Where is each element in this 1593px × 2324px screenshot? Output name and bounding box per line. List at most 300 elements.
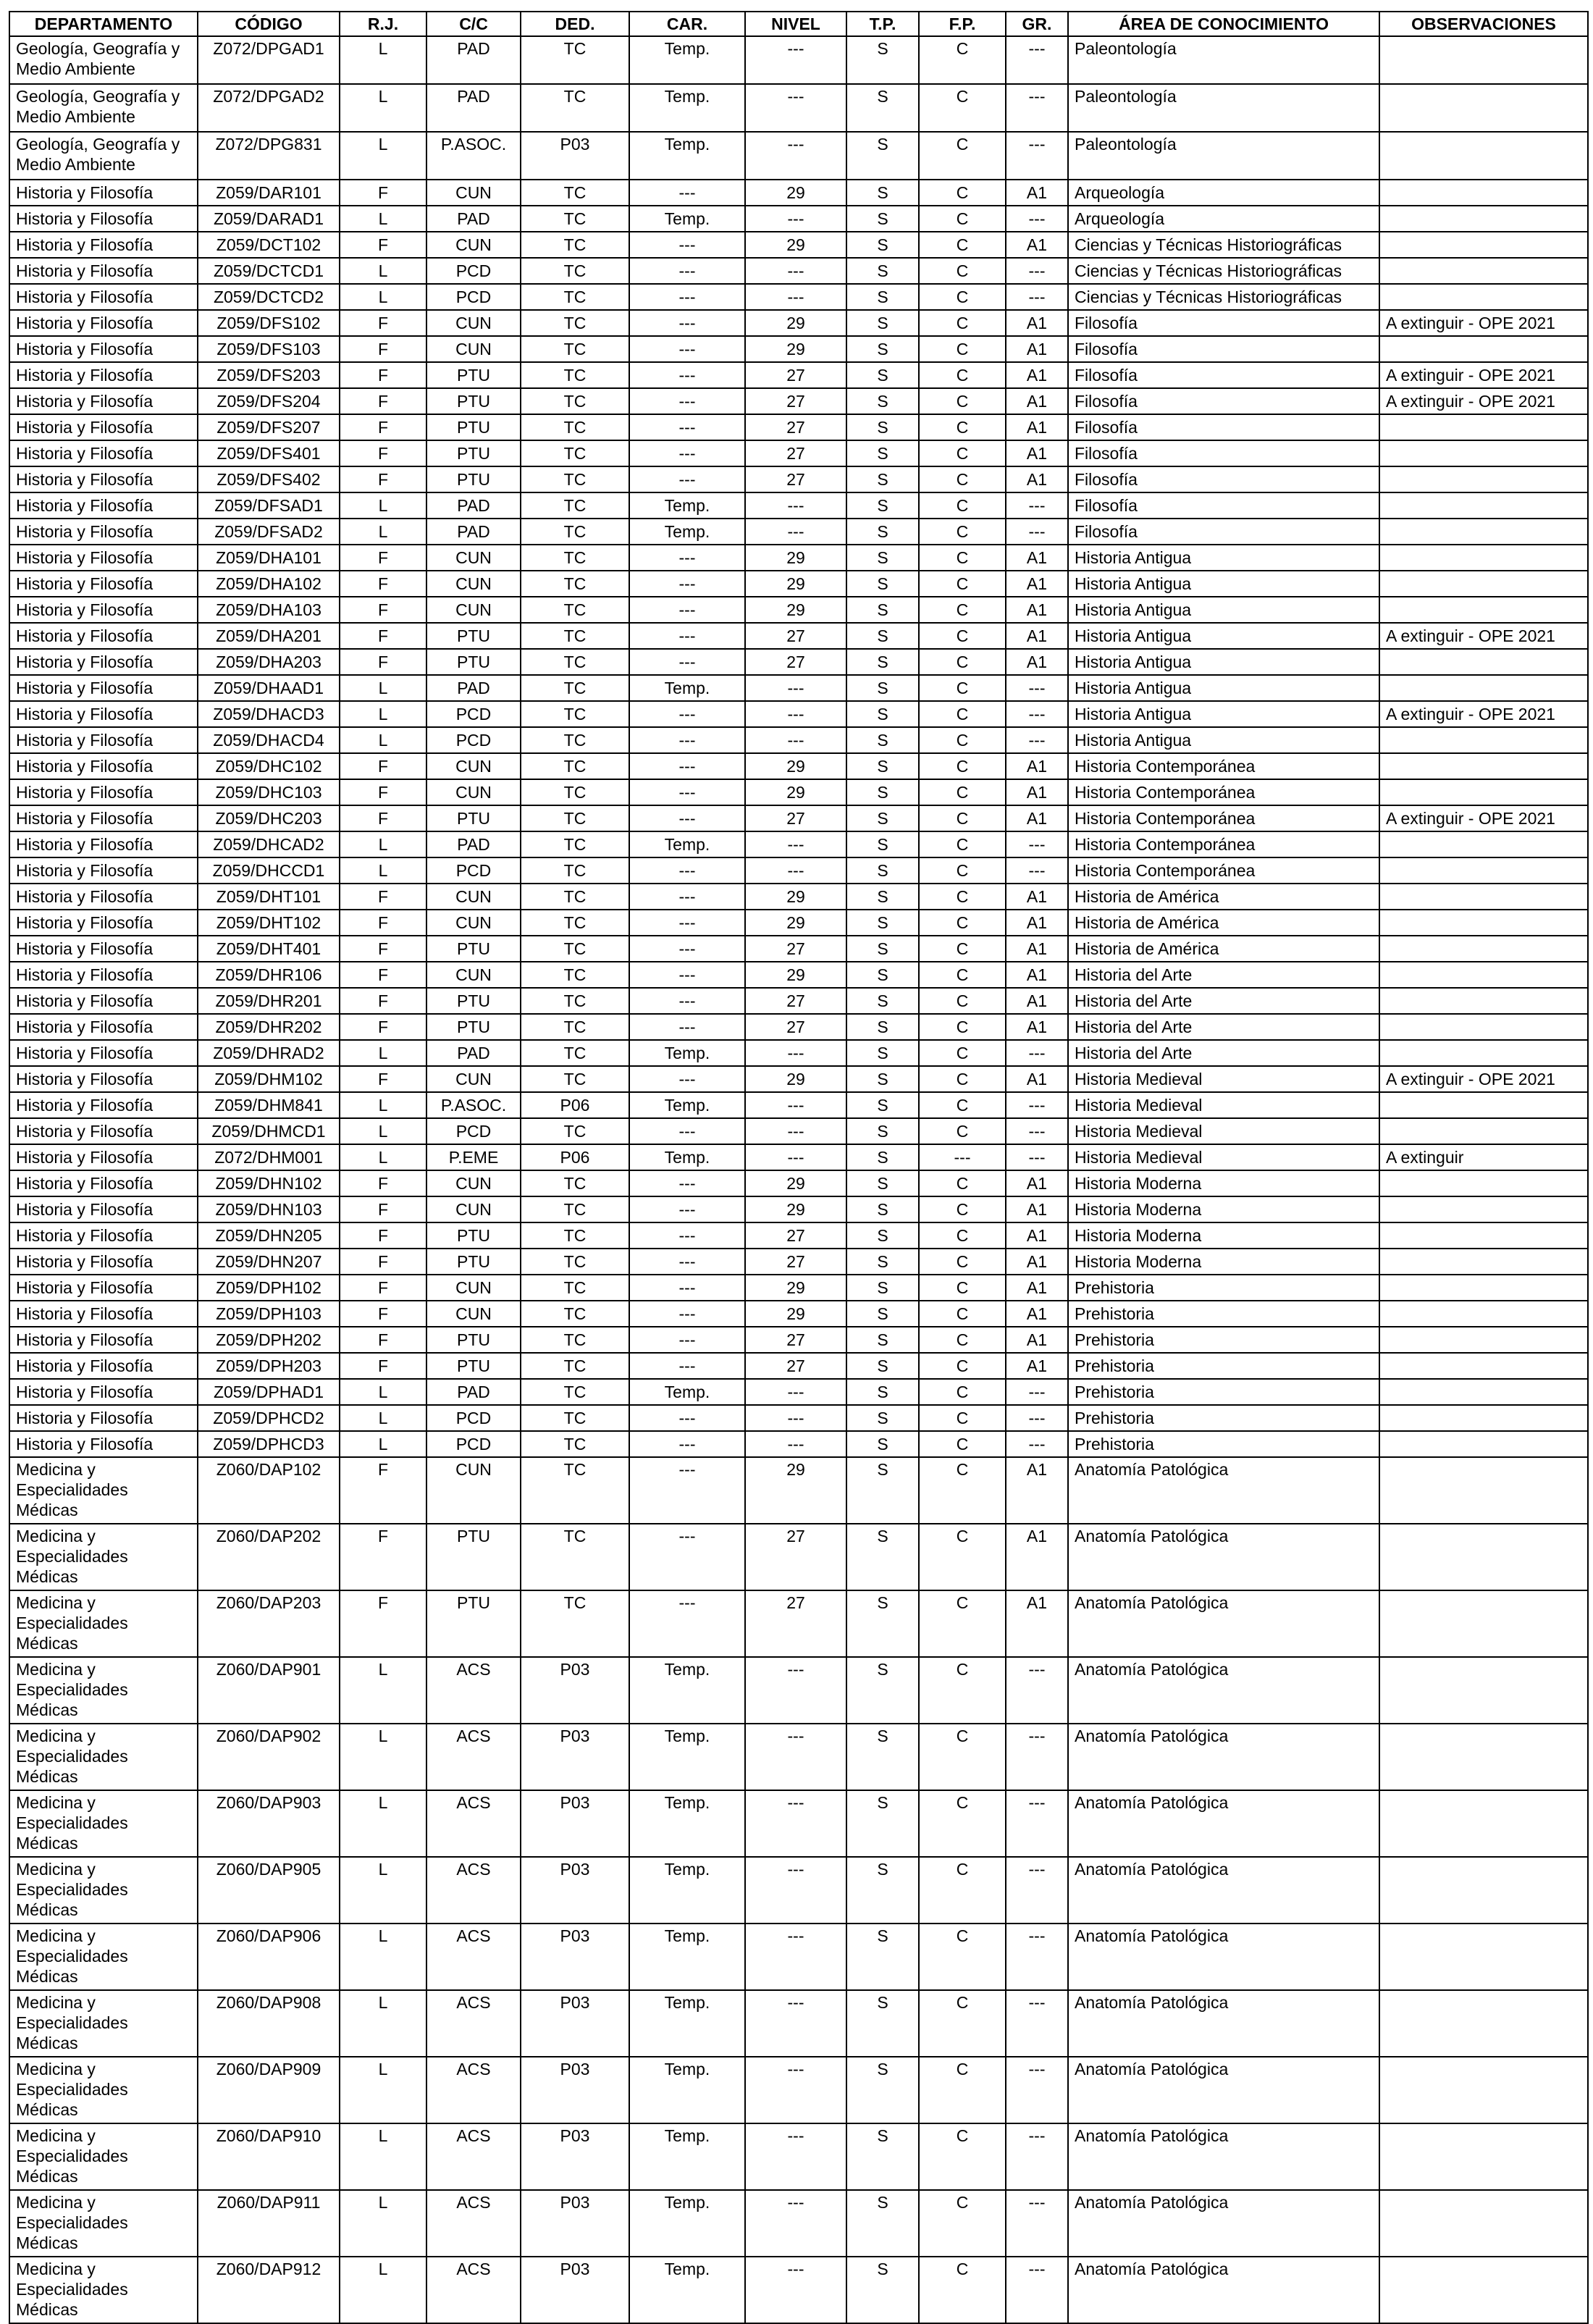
table-row	[9, 1327, 1588, 1353]
header-car: CAR.	[629, 12, 745, 36]
cell-tp: S	[846, 884, 919, 910]
cell-ded: TC	[521, 701, 629, 727]
cell-ded: TC	[521, 1457, 629, 1524]
cell-gr: ---	[1006, 857, 1068, 884]
cell-observaciones	[1379, 1857, 1588, 1924]
cell-area: Historia Antigua	[1068, 701, 1379, 727]
cell-rj: F	[340, 597, 426, 623]
table-row	[9, 1249, 1588, 1275]
cell-area: Historia Medieval	[1068, 1144, 1379, 1170]
cell-observaciones	[1379, 1431, 1588, 1457]
cell-cc: CUN	[426, 545, 521, 571]
cell-ded: TC	[521, 988, 629, 1014]
cell-codigo: Z059/DHA201	[198, 623, 340, 649]
cell-tp: S	[846, 675, 919, 701]
cell-fp: C	[919, 336, 1006, 362]
cell-tp: S	[846, 388, 919, 414]
cell-nivel: 29	[745, 1196, 846, 1222]
cell-car: ---	[629, 988, 745, 1014]
cell-departamento: Historia y Filosofía	[9, 545, 198, 571]
cell-area: Historia Moderna	[1068, 1196, 1379, 1222]
cell-tp: S	[846, 857, 919, 884]
table-row	[9, 1990, 1588, 2057]
cell-departamento: Medicina y Especialidades Médicas	[9, 1524, 198, 1590]
cell-codigo: Z060/DAP903	[198, 1790, 340, 1857]
cell-car: Temp.	[629, 36, 745, 84]
cell-tp: S	[846, 1857, 919, 1924]
cell-gr: ---	[1006, 519, 1068, 545]
cell-car: ---	[629, 232, 745, 258]
cell-nivel: 29	[745, 884, 846, 910]
cell-gr: ---	[1006, 1990, 1068, 2057]
table-row	[9, 597, 1588, 623]
cell-fp: C	[919, 1790, 1006, 1857]
cell-gr: A1	[1006, 753, 1068, 779]
cell-tp: S	[846, 1092, 919, 1118]
table-row	[9, 1457, 1588, 1524]
cell-car: Temp.	[629, 1657, 745, 1724]
cell-gr: A1	[1006, 466, 1068, 492]
cell-rj: F	[340, 1590, 426, 1657]
cell-rj: L	[340, 1405, 426, 1431]
cell-nivel: 29	[745, 571, 846, 597]
cell-gr: A1	[1006, 779, 1068, 805]
cell-area: Historia Antigua	[1068, 545, 1379, 571]
cell-area: Prehistoria	[1068, 1379, 1379, 1405]
cell-cc: ACS	[426, 1990, 521, 2057]
cell-departamento: Historia y Filosofía	[9, 1431, 198, 1457]
cell-area: Prehistoria	[1068, 1405, 1379, 1431]
cell-fp: C	[919, 1724, 1006, 1790]
cell-cc: PCD	[426, 1405, 521, 1431]
cell-area: Prehistoria	[1068, 1301, 1379, 1327]
cell-fp: C	[919, 519, 1006, 545]
cell-nivel: ---	[745, 1857, 846, 1924]
cell-fp: C	[919, 36, 1006, 84]
cell-codigo: Z060/DAP202	[198, 1524, 340, 1590]
cell-area: Prehistoria	[1068, 1327, 1379, 1353]
cell-fp: C	[919, 1249, 1006, 1275]
cell-nivel: 29	[745, 779, 846, 805]
cell-ded: TC	[521, 440, 629, 466]
cell-car: Temp.	[629, 84, 745, 132]
cell-codigo: Z060/DAP902	[198, 1724, 340, 1790]
cell-ded: TC	[521, 884, 629, 910]
cell-ded: TC	[521, 779, 629, 805]
cell-tp: S	[846, 84, 919, 132]
cell-gr: A1	[1006, 414, 1068, 440]
cell-ded: P03	[521, 2257, 629, 2323]
cell-ded: TC	[521, 727, 629, 753]
cell-rj: F	[340, 779, 426, 805]
cell-area: Anatomía Patológica	[1068, 1724, 1379, 1790]
cell-departamento: Historia y Filosofía	[9, 206, 198, 232]
cell-car: Temp.	[629, 2190, 745, 2257]
cell-codigo: Z060/DAP909	[198, 2057, 340, 2123]
cell-cc: ACS	[426, 2057, 521, 2123]
cell-rj: L	[340, 1040, 426, 1066]
cell-ded: TC	[521, 1014, 629, 1040]
cell-ded: TC	[521, 805, 629, 831]
cell-area: Historia del Arte	[1068, 988, 1379, 1014]
cell-ded: TC	[521, 1066, 629, 1092]
cell-cc: PTU	[426, 414, 521, 440]
table-row	[9, 1657, 1588, 1724]
cell-codigo: Z059/DFS103	[198, 336, 340, 362]
cell-fp: C	[919, 2123, 1006, 2190]
cell-fp: C	[919, 1657, 1006, 1724]
cell-ded: P03	[521, 1924, 629, 1990]
cell-codigo: Z059/DHAAD1	[198, 675, 340, 701]
cell-tp: S	[846, 1327, 919, 1353]
cell-cc: CUN	[426, 1170, 521, 1196]
cell-departamento: Historia y Filosofía	[9, 779, 198, 805]
cell-nivel: 27	[745, 1327, 846, 1353]
cell-gr: ---	[1006, 1857, 1068, 1924]
cell-observaciones	[1379, 1040, 1588, 1066]
cell-observaciones	[1379, 519, 1588, 545]
cell-departamento: Historia y Filosofía	[9, 414, 198, 440]
table-row	[9, 1170, 1588, 1196]
cell-departamento: Historia y Filosofía	[9, 597, 198, 623]
cell-fp: C	[919, 675, 1006, 701]
cell-rj: F	[340, 440, 426, 466]
cell-tp: S	[846, 779, 919, 805]
cell-rj: L	[340, 1724, 426, 1790]
cell-nivel: ---	[745, 258, 846, 284]
cell-tp: S	[846, 936, 919, 962]
cell-cc: PTU	[426, 623, 521, 649]
cell-nivel: ---	[745, 1379, 846, 1405]
cell-observaciones	[1379, 910, 1588, 936]
cell-car: Temp.	[629, 1092, 745, 1118]
cell-tp: S	[846, 727, 919, 753]
cell-gr: ---	[1006, 1092, 1068, 1118]
cell-ded: P03	[521, 132, 629, 180]
cell-codigo: Z059/DFS401	[198, 440, 340, 466]
cell-rj: F	[340, 180, 426, 206]
cell-car: Temp.	[629, 1790, 745, 1857]
cell-fp: C	[919, 310, 1006, 336]
cell-cc: PTU	[426, 988, 521, 1014]
cell-area: Paleontología	[1068, 84, 1379, 132]
cell-departamento: Medicina y Especialidades Médicas	[9, 1590, 198, 1657]
cell-nivel: ---	[745, 2190, 846, 2257]
cell-tp: S	[846, 1301, 919, 1327]
cell-codigo: Z059/DFS102	[198, 310, 340, 336]
cell-nivel: 29	[745, 1066, 846, 1092]
cell-codigo: Z059/DHN103	[198, 1196, 340, 1222]
table-row	[9, 623, 1588, 649]
cell-codigo: Z059/DFSAD2	[198, 519, 340, 545]
cell-departamento: Historia y Filosofía	[9, 362, 198, 388]
cell-car: ---	[629, 884, 745, 910]
cell-gr: ---	[1006, 2190, 1068, 2257]
cell-departamento: Historia y Filosofía	[9, 910, 198, 936]
cell-codigo: Z060/DAP203	[198, 1590, 340, 1657]
cell-codigo: Z059/DHR106	[198, 962, 340, 988]
cell-car: ---	[629, 336, 745, 362]
cell-gr: ---	[1006, 1724, 1068, 1790]
cell-observaciones	[1379, 440, 1588, 466]
table-row	[9, 779, 1588, 805]
cell-codigo: Z059/DHT102	[198, 910, 340, 936]
cell-fp: C	[919, 1857, 1006, 1924]
cell-fp: C	[919, 571, 1006, 597]
cell-cc: PAD	[426, 1379, 521, 1405]
cell-cc: CUN	[426, 571, 521, 597]
cell-area: Filosofía	[1068, 336, 1379, 362]
cell-area: Historia del Arte	[1068, 1040, 1379, 1066]
cell-fp: C	[919, 492, 1006, 519]
cell-area: Ciencias y Técnicas Historiográficas	[1068, 232, 1379, 258]
table-row	[9, 701, 1588, 727]
cell-area: Historia Contemporánea	[1068, 831, 1379, 857]
cell-fp: C	[919, 388, 1006, 414]
cell-gr: A1	[1006, 884, 1068, 910]
cell-departamento: Historia y Filosofía	[9, 962, 198, 988]
cell-observaciones	[1379, 1457, 1588, 1524]
cell-rj: F	[340, 1196, 426, 1222]
cell-nivel: ---	[745, 1990, 846, 2057]
cell-fp: C	[919, 1924, 1006, 1990]
table-row	[9, 206, 1588, 232]
cell-cc: PTU	[426, 388, 521, 414]
cell-cc: ACS	[426, 2123, 521, 2190]
table-row	[9, 1724, 1588, 1790]
cell-area: Ciencias y Técnicas Historiográficas	[1068, 284, 1379, 310]
cell-car: Temp.	[629, 206, 745, 232]
cell-rj: L	[340, 857, 426, 884]
cell-fp: C	[919, 2190, 1006, 2257]
cell-rj: F	[340, 310, 426, 336]
cell-rj: L	[340, 1857, 426, 1924]
header-cc: C/C	[426, 12, 521, 36]
cell-rj: F	[340, 388, 426, 414]
cell-rj: F	[340, 545, 426, 571]
cell-codigo: Z059/DAR101	[198, 180, 340, 206]
cell-rj: L	[340, 84, 426, 132]
cell-nivel: ---	[745, 1405, 846, 1431]
table-row	[9, 1790, 1588, 1857]
cell-departamento: Historia y Filosofía	[9, 805, 198, 831]
cell-departamento: Historia y Filosofía	[9, 1014, 198, 1040]
cell-departamento: Historia y Filosofía	[9, 1118, 198, 1144]
cell-fp: C	[919, 362, 1006, 388]
cell-rj: F	[340, 1301, 426, 1327]
cell-fp: C	[919, 1590, 1006, 1657]
cell-gr: A1	[1006, 597, 1068, 623]
cell-nivel: 29	[745, 1457, 846, 1524]
cell-observaciones	[1379, 180, 1588, 206]
cell-area: Historia Antigua	[1068, 727, 1379, 753]
table-row	[9, 2190, 1588, 2257]
cell-gr: ---	[1006, 36, 1068, 84]
cell-nivel: ---	[745, 36, 846, 84]
cell-departamento: Historia y Filosofía	[9, 936, 198, 962]
cell-tp: S	[846, 1657, 919, 1724]
cell-car: ---	[629, 1405, 745, 1431]
cell-departamento: Historia y Filosofía	[9, 336, 198, 362]
cell-car: ---	[629, 284, 745, 310]
cell-gr: A1	[1006, 232, 1068, 258]
cell-ded: P03	[521, 1790, 629, 1857]
cell-departamento: Medicina y Especialidades Médicas	[9, 1990, 198, 2057]
header-fp: F.P.	[919, 12, 1006, 36]
cell-departamento: Geología, Geografía y Medio Ambiente	[9, 84, 198, 132]
cell-rj: F	[340, 1353, 426, 1379]
cell-codigo: Z059/DHC203	[198, 805, 340, 831]
cell-gr: A1	[1006, 1196, 1068, 1222]
cell-rj: L	[340, 1657, 426, 1724]
cell-nivel: 27	[745, 936, 846, 962]
table-row	[9, 414, 1588, 440]
cell-nivel: 29	[745, 962, 846, 988]
cell-tp: S	[846, 1431, 919, 1457]
cell-codigo: Z059/DFSAD1	[198, 492, 340, 519]
cell-cc: PCD	[426, 258, 521, 284]
cell-car: ---	[629, 1590, 745, 1657]
cell-rj: L	[340, 258, 426, 284]
cell-fp: C	[919, 1092, 1006, 1118]
cell-area: Anatomía Patológica	[1068, 2190, 1379, 2257]
cell-codigo: Z059/DHA203	[198, 649, 340, 675]
cell-gr: A1	[1006, 988, 1068, 1014]
cell-rj: L	[340, 1924, 426, 1990]
cell-ded: P03	[521, 2123, 629, 2190]
cell-observaciones	[1379, 492, 1588, 519]
cell-ded: TC	[521, 310, 629, 336]
cell-cc: CUN	[426, 1457, 521, 1524]
cell-nivel: ---	[745, 492, 846, 519]
cell-observaciones	[1379, 1724, 1588, 1790]
cell-car: Temp.	[629, 675, 745, 701]
cell-cc: PAD	[426, 36, 521, 84]
cell-departamento: Historia y Filosofía	[9, 623, 198, 649]
cell-area: Filosofía	[1068, 492, 1379, 519]
cell-car: ---	[629, 857, 745, 884]
cell-gr: A1	[1006, 388, 1068, 414]
cell-observaciones	[1379, 2057, 1588, 2123]
cell-departamento: Historia y Filosofía	[9, 310, 198, 336]
table-row	[9, 519, 1588, 545]
cell-ded: TC	[521, 519, 629, 545]
cell-observaciones	[1379, 1379, 1588, 1405]
cell-tp: S	[846, 284, 919, 310]
cell-cc: CUN	[426, 884, 521, 910]
cell-tp: S	[846, 649, 919, 675]
cell-nivel: ---	[745, 1790, 846, 1857]
cell-observaciones	[1379, 1170, 1588, 1196]
cell-gr: ---	[1006, 284, 1068, 310]
cell-nivel: ---	[745, 1924, 846, 1990]
cell-car: Temp.	[629, 492, 745, 519]
cell-cc: PAD	[426, 492, 521, 519]
cell-observaciones	[1379, 962, 1588, 988]
table-row	[9, 466, 1588, 492]
cell-ded: TC	[521, 597, 629, 623]
cell-observaciones: A extinguir - OPE 2021	[1379, 623, 1588, 649]
cell-departamento: Historia y Filosofía	[9, 727, 198, 753]
cell-codigo: Z059/DHMCD1	[198, 1118, 340, 1144]
cell-fp: C	[919, 988, 1006, 1014]
cell-departamento: Historia y Filosofía	[9, 492, 198, 519]
cell-nivel: 27	[745, 805, 846, 831]
cell-rj: L	[340, 519, 426, 545]
cell-tp: S	[846, 910, 919, 936]
cell-car: ---	[629, 805, 745, 831]
cell-area: Filosofía	[1068, 414, 1379, 440]
cell-area: Anatomía Patológica	[1068, 2257, 1379, 2323]
cell-tp: S	[846, 962, 919, 988]
cell-area: Anatomía Patológica	[1068, 1924, 1379, 1990]
cell-codigo: Z072/DHM001	[198, 1144, 340, 1170]
cell-codigo: Z059/DHM102	[198, 1066, 340, 1092]
cell-area: Arqueología	[1068, 206, 1379, 232]
cell-tp: S	[846, 1196, 919, 1222]
cell-tp: S	[846, 232, 919, 258]
cell-cc: PTU	[426, 649, 521, 675]
table-row	[9, 1405, 1588, 1431]
cell-tp: S	[846, 2257, 919, 2323]
cell-rj: F	[340, 1327, 426, 1353]
cell-cc: CUN	[426, 1196, 521, 1222]
cell-codigo: Z059/DHC103	[198, 779, 340, 805]
cell-departamento: Historia y Filosofía	[9, 1144, 198, 1170]
cell-observaciones	[1379, 675, 1588, 701]
table-row	[9, 1857, 1588, 1924]
cell-nivel: ---	[745, 519, 846, 545]
cell-nivel: 29	[745, 232, 846, 258]
cell-observaciones	[1379, 1405, 1588, 1431]
cell-codigo: Z059/DHC102	[198, 753, 340, 779]
cell-car: Temp.	[629, 1857, 745, 1924]
cell-area: Anatomía Patológica	[1068, 1990, 1379, 2057]
cell-codigo: Z072/DPG831	[198, 132, 340, 180]
cell-ded: P06	[521, 1092, 629, 1118]
cell-fp: C	[919, 1222, 1006, 1249]
cell-gr: A1	[1006, 1275, 1068, 1301]
cell-nivel: 27	[745, 414, 846, 440]
cell-fp: C	[919, 884, 1006, 910]
cell-car: ---	[629, 1275, 745, 1301]
cell-fp: C	[919, 1457, 1006, 1524]
cell-car: ---	[629, 388, 745, 414]
cell-ded: TC	[521, 675, 629, 701]
header-ded: DED.	[521, 12, 629, 36]
cell-tp: S	[846, 597, 919, 623]
cell-cc: CUN	[426, 1066, 521, 1092]
cell-nivel: ---	[745, 1657, 846, 1724]
cell-nivel: ---	[745, 2123, 846, 2190]
cell-car: ---	[629, 701, 745, 727]
cell-cc: PCD	[426, 1431, 521, 1457]
cell-car: ---	[629, 910, 745, 936]
cell-car: ---	[629, 1524, 745, 1590]
cell-ded: TC	[521, 1222, 629, 1249]
cell-area: Ciencias y Técnicas Historiográficas	[1068, 258, 1379, 284]
cell-codigo: Z059/DHN207	[198, 1249, 340, 1275]
cell-observaciones: A extinguir - OPE 2021	[1379, 805, 1588, 831]
cell-tp: S	[846, 414, 919, 440]
cell-area: Anatomía Patológica	[1068, 2057, 1379, 2123]
cell-area: Historia Contemporánea	[1068, 805, 1379, 831]
cell-departamento: Historia y Filosofía	[9, 1066, 198, 1092]
table-row	[9, 36, 1588, 84]
cell-cc: PAD	[426, 519, 521, 545]
cell-car: ---	[629, 545, 745, 571]
cell-departamento: Medicina y Especialidades Médicas	[9, 1857, 198, 1924]
